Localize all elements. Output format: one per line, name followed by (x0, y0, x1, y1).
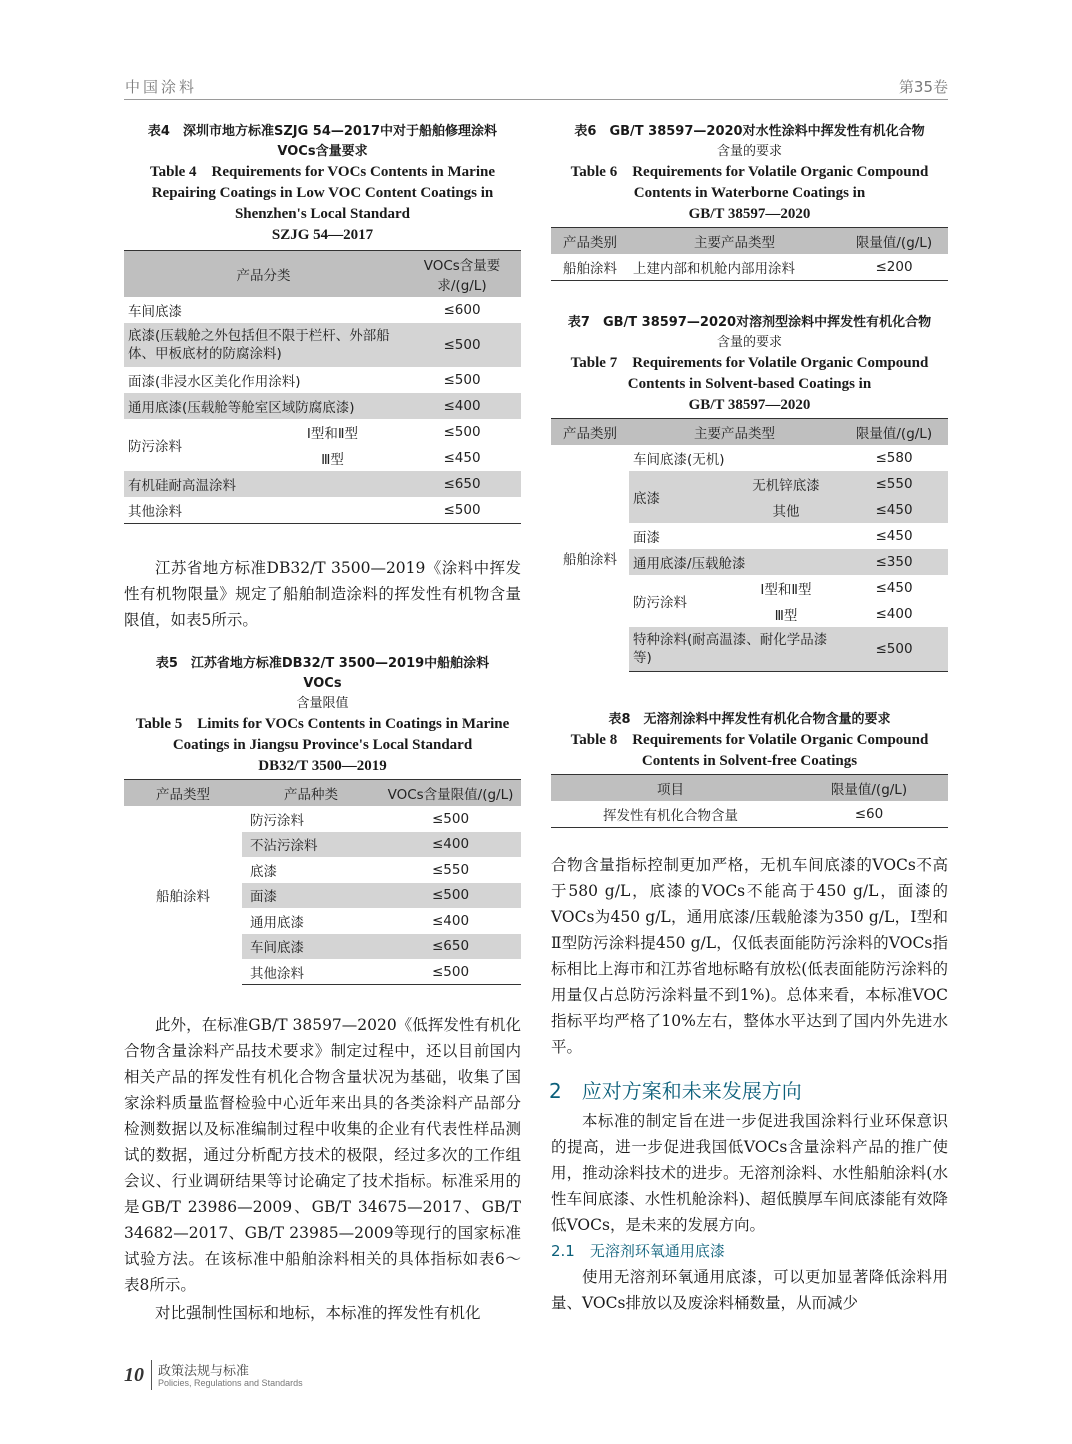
table6-header-limit: 限量值/(g/L) (840, 228, 948, 255)
page-number: 10 (124, 1364, 144, 1386)
table-cell: 特种涂料(耐高温漆、耐化学品漆等) (629, 627, 840, 671)
table-cell: ≤60 (790, 801, 948, 827)
table-cell: 通用底漆/压载舱漆 (629, 549, 840, 575)
table-cell: ≤550 (840, 471, 948, 497)
table-cell: 船舶涂料 (156, 889, 210, 906)
table-cell: ≤400 (380, 832, 521, 858)
table-cell: 其他涂料 (124, 497, 403, 523)
table5 (124, 779, 521, 985)
table-cell: Ⅲ型 (774, 608, 798, 624)
paragraph-comparison-continued: 合物含量指标控制更加严格，无机车间底漆的VOCs不高于580 g/L，底漆的VOCs不能高于450 g/L，面漆的VOCs为450 g/L，通用底漆/压载舱漆为350 g/L，Ⅰ型和Ⅱ型防污涂料提450 g/L，仅低表面能防污涂料的VOCs指标相比上海市和江苏省地标略有放松(低表面能防污涂料的用量仅占总防污涂料量不到1%)。总体来看，本标准VOC指标平均严格了10%左右，整体水平达到了国内外先进水平。 (551, 856, 948, 1056)
table8-header-limit: 限量值/(g/L) (790, 775, 948, 802)
table5-header-limit: VOCs含量限值/(g/L) (380, 780, 521, 807)
paragraph-section-2-1: 使用无溶剂环氧通用底漆，可以更加显著降低涂料用量、VOCs排放以及废涂料桶数量，从而减少 (551, 1268, 948, 1312)
table-cell: 通用底漆 (250, 914, 304, 931)
table-cell: ≤650 (380, 934, 521, 960)
table4 (124, 250, 521, 524)
table-cell: ≤450 (443, 450, 481, 466)
table4-caption-en: Table 4 Requirements for VOCs Contents in Marine Repairing Coatings in Low VOC Content Coatings in Shenzhen's Local Standard SZJG 54—2017 (150, 164, 495, 243)
table-row (124, 806, 521, 832)
table-cell: 面漆 (242, 883, 380, 909)
table7-block (551, 313, 948, 672)
table4-header-limit: VOCs含量要求/(g/L) (403, 251, 521, 298)
table5-caption-zh: 表5 江苏省地方标准DB32/T 3500—2019中船舶涂料 VOCs 含量限值 (155, 656, 490, 711)
table-cell: ≤600 (443, 302, 481, 318)
table8 (551, 774, 948, 828)
table5-header-type: 产品类型 (124, 780, 242, 807)
table-cell: ≤450 (875, 528, 913, 544)
table-cell: 无机锌底漆 (732, 471, 840, 497)
table-cell: ≤400 (431, 912, 470, 929)
table-cell: Ⅲ型 (321, 452, 344, 468)
section-2-1-heading: 2.1 无溶剂环氧通用底漆 (551, 1242, 725, 1260)
journal-name: 中国涂料 (125, 78, 198, 96)
table6 (551, 227, 948, 281)
table4-caption-zh: 表4 深圳市地方标准SZJG 54—2017中对于船舶修理涂料 VOCs含量要求 (147, 124, 498, 159)
table-cell: Ⅰ型和Ⅱ型 (306, 426, 359, 442)
table5-caption-en: Table 5 Limits for VOCs Contents in Coatings in Marine Coatings in Jiangsu Province's Local Standard DB32/T 3500—2019 (135, 716, 510, 774)
table7-header-category: 产品类别 (551, 419, 629, 446)
table-cell: 上建内部和机舱内部用涂料 (629, 254, 840, 280)
table6-header-category: 产品类别 (551, 228, 629, 255)
table-cell: 其他涂料 (242, 959, 380, 985)
table-cell: ≤400 (875, 606, 913, 622)
table4-block (124, 122, 521, 524)
table7 (551, 418, 948, 672)
table5-block (124, 654, 521, 985)
table-cell: ≤400 (403, 393, 521, 419)
table-cell: ≤650 (403, 471, 521, 497)
table-cell: 车间底漆(无机) (633, 452, 725, 468)
table-cell: 底漆(压载舱之外包括但不限于栏杆、外部船体、甲板底材的防腐涂料) (124, 323, 403, 367)
table7-caption-en: Table 7 Requirements for Volatile Organic Compound Contents in Solvent-based Coatings in GB/T 38597—2020 (570, 355, 929, 413)
table7-header-type: 主要产品类型 (629, 419, 840, 446)
table5-header-kind: 产品种类 (242, 780, 380, 807)
table-cell: 船舶涂料 (563, 552, 617, 568)
table-cell: 面漆(非浸水区美化作用涂料) (128, 374, 301, 390)
section-2-heading: 2 应对方案和未来发展方向 (549, 1079, 802, 1103)
table7-caption-zh: 表7 GB/T 38597—2020对溶剂型涂料中挥发性有机化合物 含量的要求 (567, 315, 932, 350)
volume-number: 第35卷 (898, 78, 948, 96)
paragraph-comparison-start: 对比强制性国标和地标，本标准的挥发性有机化 (155, 1304, 481, 1322)
table-cell: ≤450 (875, 580, 913, 596)
table-cell: ≤550 (431, 861, 470, 878)
table4-header-category: 产品分类 (124, 251, 403, 298)
table-cell: 底漆 (629, 471, 732, 523)
table-cell: 防污涂料 (633, 595, 687, 611)
table-cell: 防污涂料 (128, 439, 182, 455)
table-cell: Ⅰ型和Ⅱ型 (760, 582, 812, 598)
header-rule (124, 99, 948, 100)
table6-header-type: 主要产品类型 (629, 228, 840, 255)
table-cell: 其他 (732, 497, 840, 523)
table-cell: 不沾污涂料 (242, 832, 380, 858)
footer-section-zh: 政策法规与标准 (158, 1364, 250, 1379)
table-cell: ≤500 (840, 627, 948, 671)
table-cell: ≤500 (443, 424, 481, 440)
table8-caption-zh: 表8 无溶剂涂料中挥发性有机化合物含量的要求 (608, 712, 891, 727)
table-cell: 防污涂料 (250, 812, 304, 829)
footer-section-en: Policies, Regulations and Standards (158, 1378, 303, 1388)
table-cell: ≤500 (443, 372, 481, 388)
table-cell: ≤500 (380, 883, 521, 909)
table-cell: 船舶涂料 (551, 254, 629, 280)
table-cell: 通用底漆(压载舱等舱室区域防腐底漆) (124, 393, 403, 419)
table-cell: 车间底漆 (128, 304, 182, 320)
table8-header-item: 项目 (551, 775, 790, 802)
table-cell: ≤200 (840, 254, 948, 280)
table-cell: ≤500 (403, 323, 521, 367)
table-cell: 面漆 (633, 530, 660, 546)
table-cell: ≤500 (403, 497, 521, 523)
paragraph-jiangsu: 江苏省地方标准DB32/T 3500—2019《涂料中挥发性有机物限量》规定了船舶制造涂料的挥发性有机物含量限值，如表5所示。 (124, 559, 521, 629)
table-cell: 底漆 (250, 863, 277, 880)
table-cell: 车间底漆 (242, 934, 380, 960)
table6-block (551, 122, 948, 281)
table6-caption-zh: 表6 GB/T 38597—2020对水性涂料中挥发性有机化合物 含量的要求 (574, 124, 925, 159)
paragraph-section-2: 本标准的制定旨在进一步促进我国涂料行业环保意识的提高，进一步促进我国低VOCs含量涂料产品的推广使用，推动涂料技术的进步。无溶剂涂料、水性船舶涂料(水性车间底漆、水性机舱涂料)、超低膜厚车间底漆能有效降低VOCs，是未来的发展方向。 (551, 1112, 948, 1234)
table8-block (551, 710, 948, 828)
table8-caption-en: Table 8 Requirements for Volatile Organic Compound Contents in Solvent-free Coatings (570, 732, 929, 769)
table7-header-limit: 限量值/(g/L) (840, 419, 948, 446)
table-cell: ≤500 (431, 810, 470, 827)
table6-caption-en: Table 6 Requirements for Volatile Organic Compound Contents in Waterborne Coatings in GB/T 38597—2020 (570, 164, 929, 222)
table-cell: 挥发性有机化合物含量 (551, 801, 790, 827)
table-cell: ≤350 (840, 549, 948, 575)
paragraph-gbt-process: 此外，在标准GB/T 38597—2020《低挥发性有机化合物含量涂料产品技术要求》制定过程中，还以目前国内相关产品的挥发性有机化合物含量状况为基础，收集了国家涂料质量监督检验中心近年来出具的各类涂料产品部分检测数据以及标准编制过程中收集的企业有代表性样品测试的数据，通过分析配方技术的极限，经过多次的工作组会议、行业调研结果等讨论确定了技术指标。标准采用的是GB/T 23986—2009、GB/T 34675—2017、GB/T 34682—2017、GB/T 23985—2009等现行的国家标准试验方法。在该标准中船舶涂料相关的具体指标如表6～表8所示。 (124, 1016, 521, 1294)
table-cell: 有机硅耐高温涂料 (124, 471, 403, 497)
table-cell: ≤500 (380, 959, 521, 985)
table-cell: ≤450 (840, 497, 948, 523)
footer-divider (151, 1360, 152, 1390)
table-cell: ≤580 (875, 450, 913, 466)
